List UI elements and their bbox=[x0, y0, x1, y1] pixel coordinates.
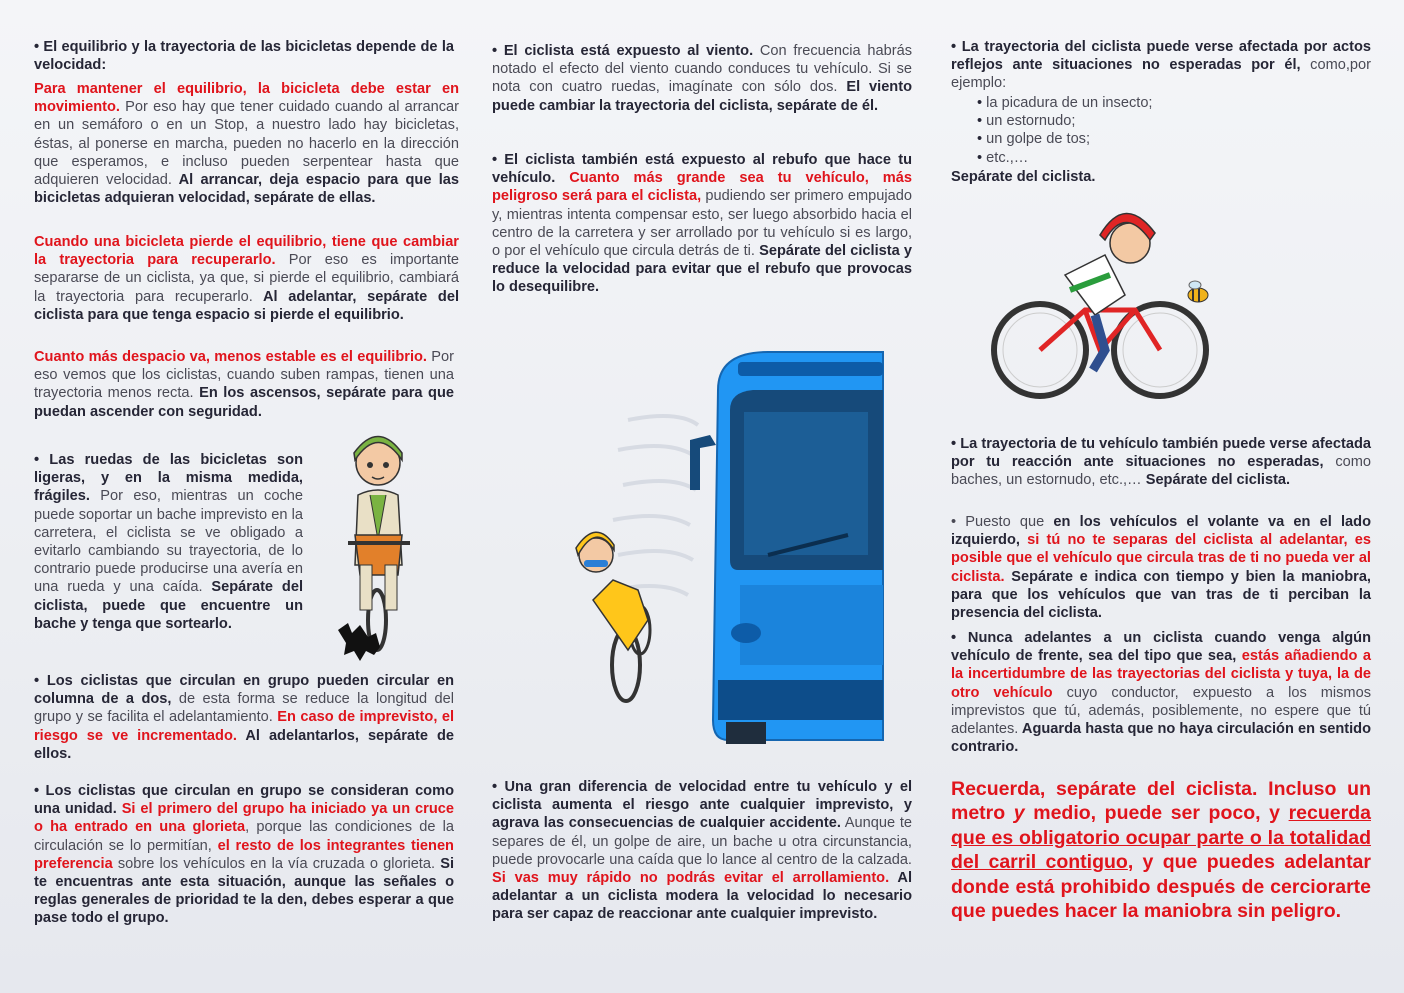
left-heading: • El equilibrio y la trayectoria de las bicicletas depende de la velocidad: bbox=[34, 39, 454, 74]
right-paragraph-vehicle-trajectory: • La trayectoria de tu vehículo también puede verse afectada por tu reacción ante situaciones no esperadas, como baches, un estornudo, etc.,… Sepárate del ciclista. bbox=[951, 436, 1372, 489]
list-item: • un estornudo; bbox=[977, 112, 1153, 130]
reminder-callout: Recuerda, sepárate del ciclista. Incluso un metro y medio, puede ser poco, y recuerda que es obligatorio ocupar parte o la totalidad del carril contiguo, y que puedes adelantar donde está prohibido después de cerciorarte que puedes hacer la maniobra sin peligro. bbox=[951, 778, 1371, 923]
list-item: • etc.,… bbox=[977, 149, 1153, 167]
middle-paragraph-wind: • El ciclista está expuesto al viento. Con frecuencia habrás notado el efecto del viento cuando conduces tu vehículo. Si se nota con cuatro ruedas, imagínate con sólo dos. El viento puede cambiar la trayectoria del ciclista, sepárate de él. bbox=[492, 43, 912, 114]
middle-paragraph-draft: • El ciclista también está expuesto al rebufo que hace tu vehículo. Cuanto más grande sea tu vehículo, más peligroso será para el ciclista, pudiendo ser primero empujado y, mientras intenta compensar esto, ser luego absorbido hacia el centro de la carretera y ser arrollado por tu vehículo si es largo, o por el vehículo que circula detrás de ti. Sepárate del ciclista y reduce la velocidad para evitar que el rebufo que provocas lo desequilibre. bbox=[492, 152, 912, 296]
right-paragraph-oncoming: • Nunca adelantes a un ciclista cuando venga algún vehículo de frente, sea del tipo que sea, estás añadiendo a la incertidumbre de las trayectorias del ciclista y tuya, la de otro vehículo cuyo conductor, expuesto a los mismos imprevistos que tú, además, posiblemente, no espere que tú adelantes. Aguarda hasta que no haya circulación en sentido contrario. bbox=[951, 630, 1372, 756]
cyclist-front-illustration bbox=[330, 425, 430, 670]
bus-cyclist-illustration bbox=[568, 350, 888, 750]
reflex-examples-list bbox=[977, 94, 1153, 167]
left-paragraph-group-unit: • Los ciclistas que circulan en grupo se consideran como una unidad. Si el primero del grupo ha iniciado ya un cruce o ha entrado en una glorieta, porque las condiciones de la circulación se lo permitían, el resto de los integrantes tienen preferencia sobre los vehículos en la vía cruzada o glorieta. Si te encuentras ante esta situación, aunque las señales o reglas generales de prioridad te la den, debes esperar a que pase todo el grupo. bbox=[34, 783, 455, 927]
middle-paragraph-speed: • Una gran diferencia de velocidad entre tu vehículo y el ciclista aumenta el riesgo ante cualquier imprevisto, y agrava las consecuencias de cualquier accidente. Aunque te separes de él, un golpe de aire, un bache u otra circunstancia, puede provocarle una caída que lo lance al centro de la calzada. Si vas muy rápido no podrás evitar el arrollamiento. Al adelantar a un ciclista modera la velocidad lo necesario para ser capaz de reaccionar ante cualquier imprevisto. bbox=[492, 779, 912, 923]
list-item: • un golpe de tos; bbox=[977, 130, 1153, 148]
right-paragraph-steering: • Puesto que en los vehículos el volante va en el lado izquierdo, si tú no te separas del ciclista al adelantar, es posible que el vehículo que circula tras de ti no pueda ver al ciclista. Sepárate e indica con tiempo y bien la maniobra, para que los vehículos que van tras de ti perciban la presencia del ciclista. bbox=[951, 514, 1371, 622]
cyclist-bee-illustration bbox=[985, 195, 1225, 410]
list-item: • la picadura de un insecto; bbox=[977, 94, 1153, 112]
right-separate-note: Sepárate del ciclista. bbox=[951, 169, 1096, 185]
left-paragraph-slow: Cuanto más despacio va, menos estable es el equilibrio. Por eso vemos que los ciclistas, cuando suben rampas, tienen una trayectoria menos recta. En los ascensos, sepárate para que puedan ascender con seguridad. bbox=[34, 349, 455, 420]
left-paragraph-wheels: • Las ruedas de las bicicletas son ligeras, y en la misma medida, frágiles. Por eso, mientras un coche puede soportar un bache imprevisto en la carretera, el ciclista se ve obligado a evitarlo cambiando su trayectoria, de lo contrario puede producirse una avería en una rueda y una caída. Sepárate del ciclista, puede que encuentre un bache y tenga que sortearlo. bbox=[34, 452, 303, 632]
left-paragraph-equilibrium: Para mantener el equilibrio, la bicicleta debe estar en movimiento. Por eso hay que tener cuidado cuando al arrancar en un semáforo o en un Stop, a nuestro lado hay bicicletas, éstas, al ponerse en marcha, pueden no hacerlo en la dirección que esperamos, e incluso pueden serpentear hasta que adquieren velocidad. Al arrancar, deja espacio para que las bicicletas adquieran velocidad, sepárate de ellas. bbox=[34, 81, 459, 207]
right-paragraph-reflex: • La trayectoria del ciclista puede verse afectada por actos reflejos ante situaciones no esperadas por él, como,por ejemplo: bbox=[951, 39, 1372, 92]
left-paragraph-group-column: • Los ciclistas que circulan en grupo pueden circular en columna de a dos, de esta forma se reduce la longitud del grupo y se facilita el adelantamiento. En caso de imprevisto, el riesgo se ve incrementado. Al adelantarlos, sepárate de ellos. bbox=[34, 673, 455, 762]
left-paragraph-loses-balance: Cuando una bicicleta pierde el equilibrio, tiene que cambiar la trayectoria para recuperarlo. Por eso es importante separarse de un ciclista, ya que, si pierde el equilibrio, cambiará la trayectoria para recuperarlo. Al adelantar, sepárate del ciclista para que tenga espacio si pierde el equilibrio. bbox=[34, 234, 459, 323]
